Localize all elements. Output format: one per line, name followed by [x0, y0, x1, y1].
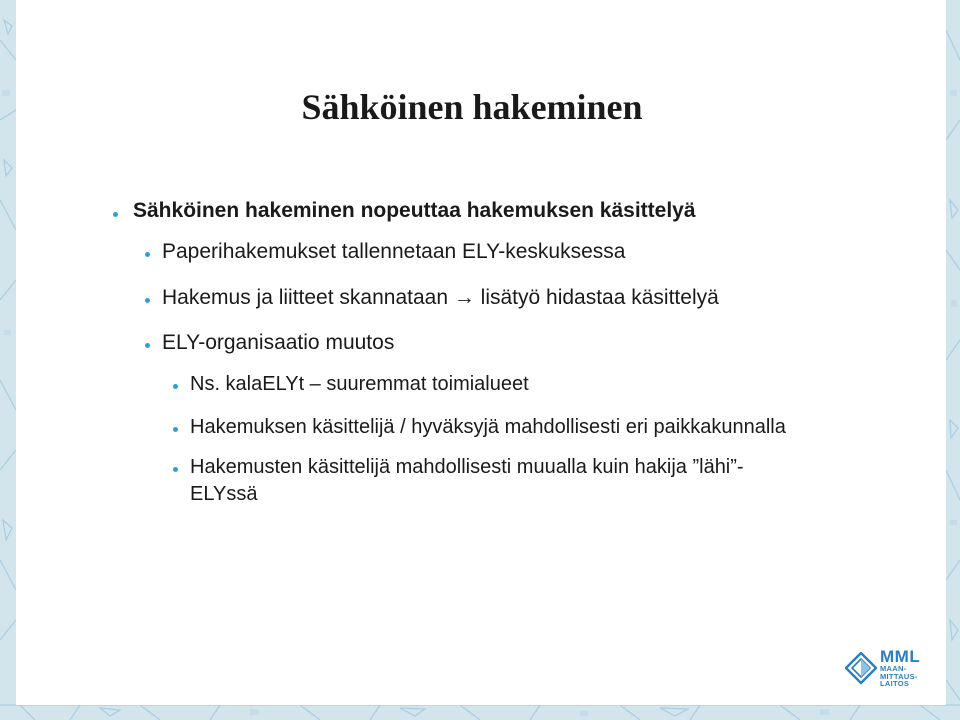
bullet-dot	[173, 384, 178, 389]
bullet-item-continuation: ELYssä	[190, 483, 258, 505]
bullet-dot	[145, 343, 150, 348]
bullet-item: Ns. kalaELYt – suuremmat toimialueet	[190, 373, 529, 395]
logo-line: LAITOS	[880, 679, 910, 688]
bullet-dot	[173, 427, 178, 432]
slide-title: Sähköinen hakeminen	[301, 87, 643, 127]
bullet-dot	[145, 252, 150, 257]
bullet-dot	[145, 298, 150, 303]
bullet-item: Paperihakemukset tallennetaan ELY-keskuksessa	[162, 240, 626, 263]
bullet-dot	[173, 467, 178, 472]
bullet-item: Sähköinen hakeminen nopeuttaa hakemuksen käsittelyä	[133, 199, 696, 222]
mml-logo-text	[880, 648, 920, 688]
bullet-item: Hakemusten käsittelijä mahdollisesti muualla kuin hakija ”lähi”-	[190, 456, 744, 478]
logo-line: MAAN-	[880, 664, 907, 673]
bullet-item: Hakemuksen käsittelijä / hyväksyjä mahdollisesti eri paikkakunnalla	[190, 416, 786, 438]
bullet-text: lisätyö hidastaa käsittelyä	[474, 286, 719, 309]
bullet-item: ELY-organisaatio muutos	[162, 331, 395, 354]
bullet-item	[162, 286, 719, 310]
logo-line: MITTAUS-	[880, 671, 918, 681]
bullet-text: Hakemus ja liitteet skannataan	[162, 286, 454, 309]
bullet-dot	[113, 212, 118, 217]
logo-line: MML	[880, 647, 921, 666]
arrow-right-icon: →	[453, 286, 475, 309]
